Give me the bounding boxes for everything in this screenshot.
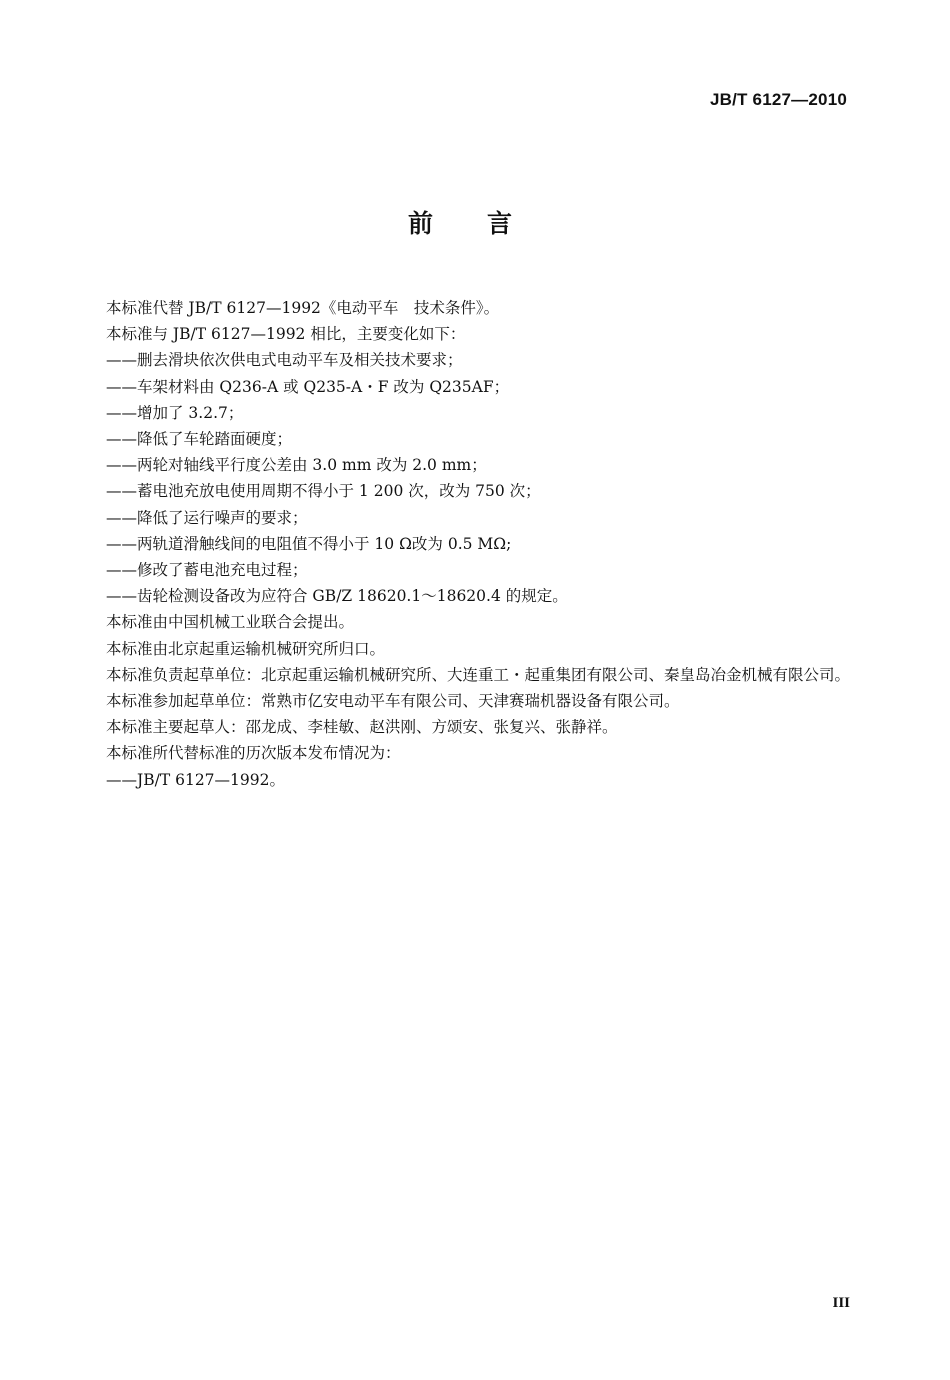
change-item: ——车架材料由 Q236-A 或 Q235-A・F 改为 Q235AF； — [106, 377, 510, 396]
page-title — [0, 204, 920, 240]
change-item: ——增加了 3.2.7； — [106, 403, 244, 422]
para-history-intro: 本标准所代替标准的历次版本发布情况为： — [106, 744, 401, 763]
title-char-2: 言 — [487, 209, 513, 238]
change-item: ——降低了车轮踏面硬度； — [106, 430, 293, 449]
standard-code: JB/T 6127—2010 — [710, 90, 847, 109]
change-item: ——降低了运行噪声的要求； — [106, 508, 308, 527]
change-item: ——齿轮检测设备改为应符合 GB/Z 18620.1～18620.4 的规定。 — [106, 587, 568, 606]
para-drafting-units: 本标准负责起草单位：北京起重运输机械研究所、大连重工・起重集团有限公司、秦皇岛冶金机械有限公司。 — [106, 665, 851, 684]
title-char-1: 前 — [407, 209, 433, 238]
para-centralized-by: 本标准由北京起重运输机械研究所归口。 — [106, 639, 386, 658]
change-item: ——两轨道滑触线间的电阻值不得小于 10 Ω改为 0.5 MΩ; — [106, 534, 512, 553]
history-item: ——JB/T 6127—1992。 — [106, 770, 285, 789]
change-item: ——修改了蓄电池充电过程； — [106, 561, 308, 580]
change-item: ——蓄电池充放电使用周期不得小于 1 200 次，改为 750 次； — [106, 482, 541, 501]
para-replaces: 本标准代替 JB/T 6127—1992《电动平车 技术条件》。 — [106, 299, 500, 317]
change-item: ——两轮对轴线平行度公差由 3.0 mm 改为 2.0 mm； — [106, 456, 487, 475]
foreword-body — [70, 295, 860, 793]
para-proposed-by: 本标准由中国机械工业联合会提出。 — [106, 613, 355, 632]
para-participating-units: 本标准参加起草单位：常熟市亿安电动平车有限公司、天津赛瑞机器设备有限公司。 — [106, 692, 680, 711]
para-drafters: 本标准主要起草人：邵龙成、李桂敏、赵洪刚、方颂安、张复兴、张静祥。 — [106, 718, 618, 737]
para-changes-intro: 本标准与 JB/T 6127—1992 相比，主要变化如下： — [106, 325, 466, 344]
change-item: ——删去滑块依次供电式电动平车及相关技术要求； — [106, 351, 463, 370]
page-number: III — [832, 1295, 850, 1311]
